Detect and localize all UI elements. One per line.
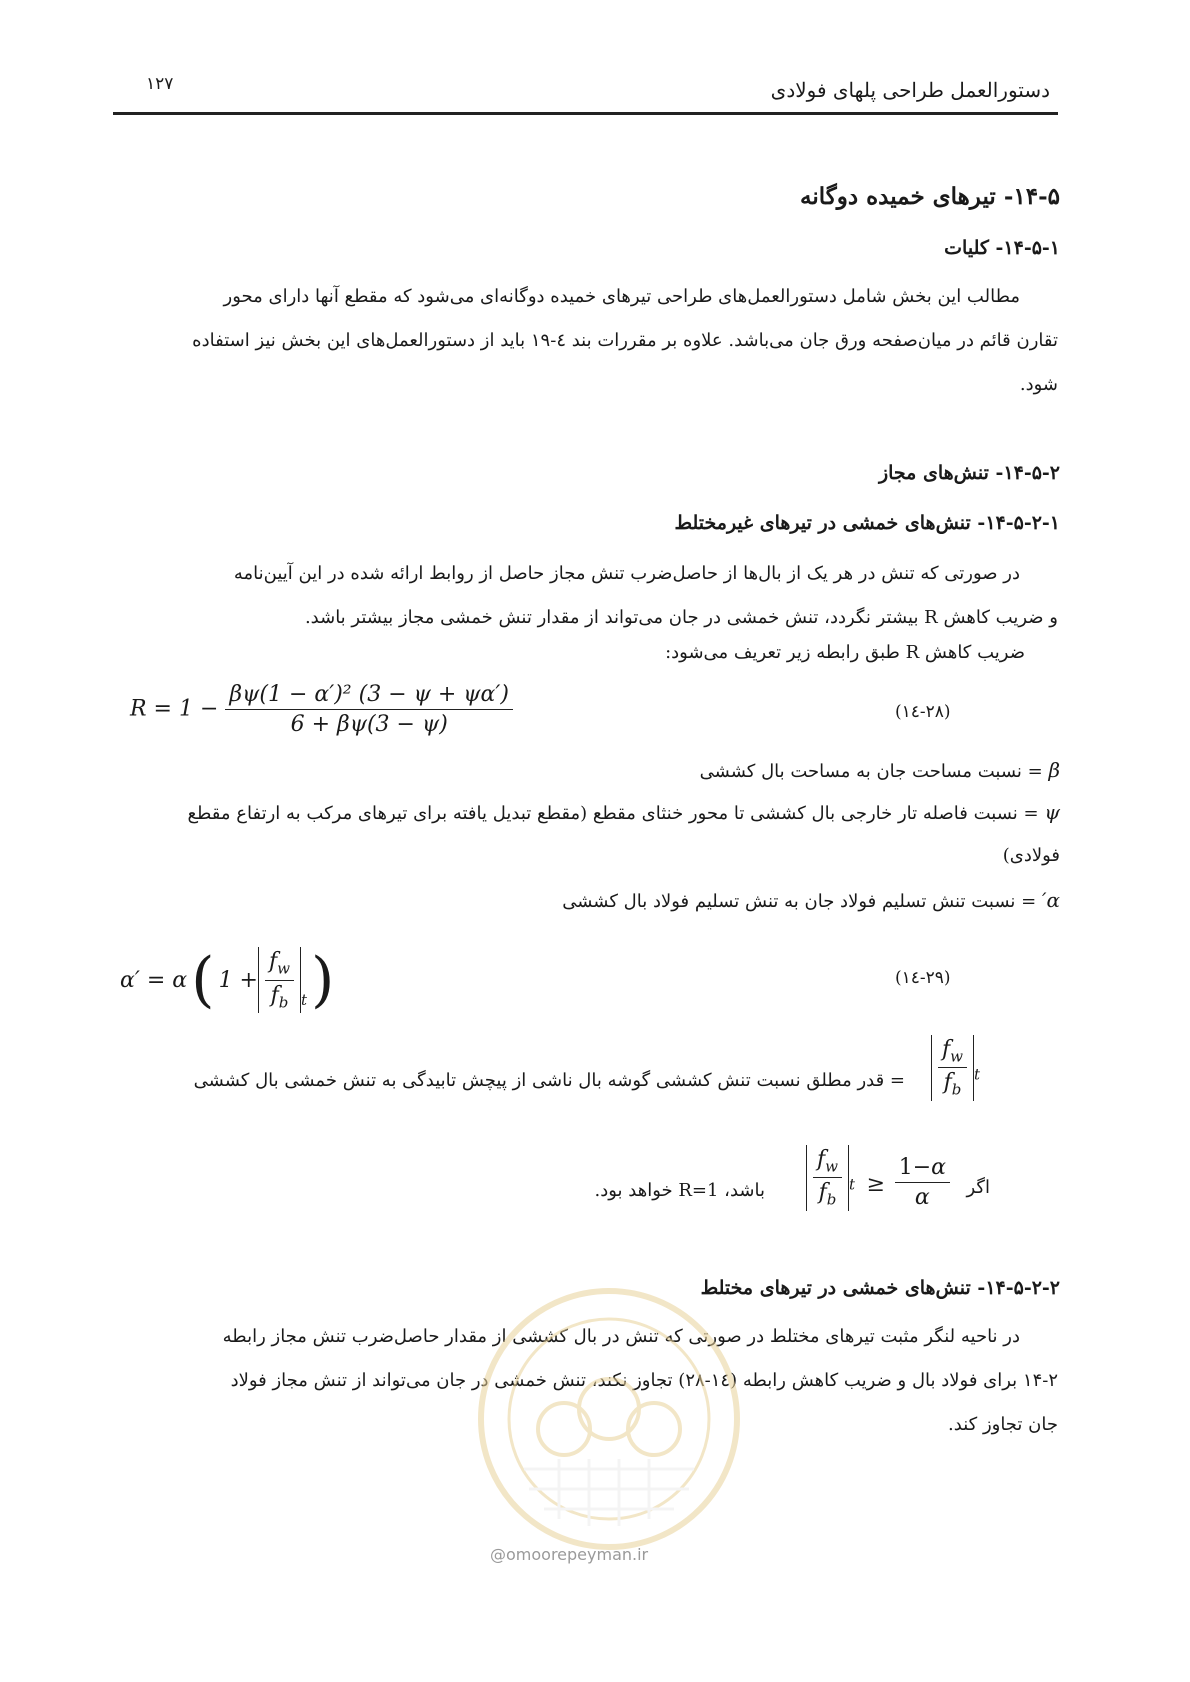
paragraph-general [113,275,1058,407]
ratio-symbol: $\frac{f_w}{f_b}$ $_t$ [931,1035,980,1101]
paragraph-noncomposite [113,552,1058,640]
condition-ratio: $\frac{f_w}{f_b}$ $_t$ [806,1145,855,1211]
definition-psi: ψ = نسبت فاصله تار خارجی بال کششی تا محور خنثای مقطع (مقطع تبدیل یافته برای تیرهای مرکب به ارتفاع مقطع [187,800,1060,824]
equation-number-14-28: (۱٤-۲۸) [895,702,951,722]
header-title: دستورالعمل طراحی پلهای فولادی [770,78,1050,102]
ratio-definition-row [180,1035,980,1125]
paragraph-line: در صورتی که تنش در هر یک از بال‌ها از حاصل‌ضرب تنش مجاز حاصل از روابط ارائه شده در این آیین‌نامه [233,563,1020,584]
section-heading-14-5-2-2: ۱۴-۵-۲-۲- تنش‌های خمشی در تیرهای مختلط [700,1277,1060,1299]
r-factor-intro: ضریب کاهش R طبق رابطه زیر تعریف می‌شود: [665,642,1025,663]
definition-psi-text: = نسبت فاصله تار خارجی بال کششی تا محور خنثای مقطع (مقطع تبدیل یافته برای تیرهای مرکب به ارتفاع مقطع [187,803,1039,824]
definition-beta-text: = نسبت مساحت جان به مساحت بال کششی [699,761,1043,782]
ratio-definition-text: = قدر مطلق نسبت تنش کششی گوشه بال ناشی از پیچش تابیدگی به تنش خمشی بال کششی [193,1070,905,1091]
definition-alpha-prime: α′ = نسبت تنش تسلیم فولاد جان به تنش تسلیم فولاد بال کششی [562,888,1060,912]
condition-then: باشد، R=1 خواهد بود. [594,1180,765,1201]
page-number: ۱۲۷ [146,74,174,94]
paragraph-line: شود. [1019,374,1058,395]
paragraph-line: در ناحیه لنگر مثبت تیرهای مختلط در صورتی که تنش در بال کششی از مقدار حاصل‌ضرب تنش مجاز رابطه [222,1326,1020,1347]
definition-psi-continued: فولادی) [1002,845,1060,866]
header-divider [113,112,1058,115]
paragraph-line: مطالب این بخش شامل دستورالعمل‌های طراحی تیرهای خمیده دوگانه‌ای می‌شود که مقطع آنها دارای محور [223,286,1020,307]
paragraph-line: و ضریب کاهش R بیشتر نگردد، تنش خمشی در جان می‌تواند از مقدار تنش خمشی مجاز بیشتر باشد. [304,607,1058,628]
condition-if: اگر [966,1177,990,1198]
equation-14-28: R = 1 − $\frac{\text{βψ(1 − α′)² (3 − ψ + ψα′)}}{6 + \beta\psi(3 - \psi)}$ [130,682,513,737]
watermark-text: @omoorepeyman.ir [490,1545,649,1564]
watermark-logo-graphic [484,1294,734,1544]
paragraph-line: ۱۴-۲ برای فولاد بال و ضریب کاهش رابطه (۱٤-۲۸) تجاوز نکند، تنش خمشی در جان می‌تواند از تنش مجاز فولاد [230,1370,1058,1391]
section-heading-14-5-2-1: ۱۴-۵-۲-۱- تنش‌های خمشی در تیرهای غیرمختلط [674,512,1060,534]
watermark-logo [478,1288,740,1550]
section-heading-14-5: ۱۴-۵- تیرهای خمیده دوگانه [800,183,1060,210]
geq-symbol: ≥ [866,1172,885,1197]
condition-fraction: $\frac{1-\alpha}{\alpha}$ [895,1155,950,1210]
paragraph-line: جان تجاوز کند. [948,1414,1058,1435]
section-heading-14-5-1: ۱۴-۵-۱- کلیات [944,237,1060,259]
paragraph-line: تقارن قائم در میان‌صفحه ورق جان می‌باشد. علاوه بر مقررات بند ٤-١٩ باید از دستورالعمل‌های این بخش نیز استفاده [192,330,1058,351]
definition-alpha-prime-text: = نسبت تنش تسلیم فولاد جان به تنش تسلیم فولاد بال کششی [562,891,1037,912]
equation-14-29: α′ = α ( 1 + $\frac{f_w}{f_b}$ $_t$ ) [120,945,335,1015]
section-heading-14-5-2: ۱۴-۵-۲- تنش‌های مجاز [878,462,1060,484]
definition-beta: β = نسبت مساحت جان به مساحت بال کششی [699,758,1060,782]
equation-number-14-29: (۱٤-۲۹) [895,968,951,988]
